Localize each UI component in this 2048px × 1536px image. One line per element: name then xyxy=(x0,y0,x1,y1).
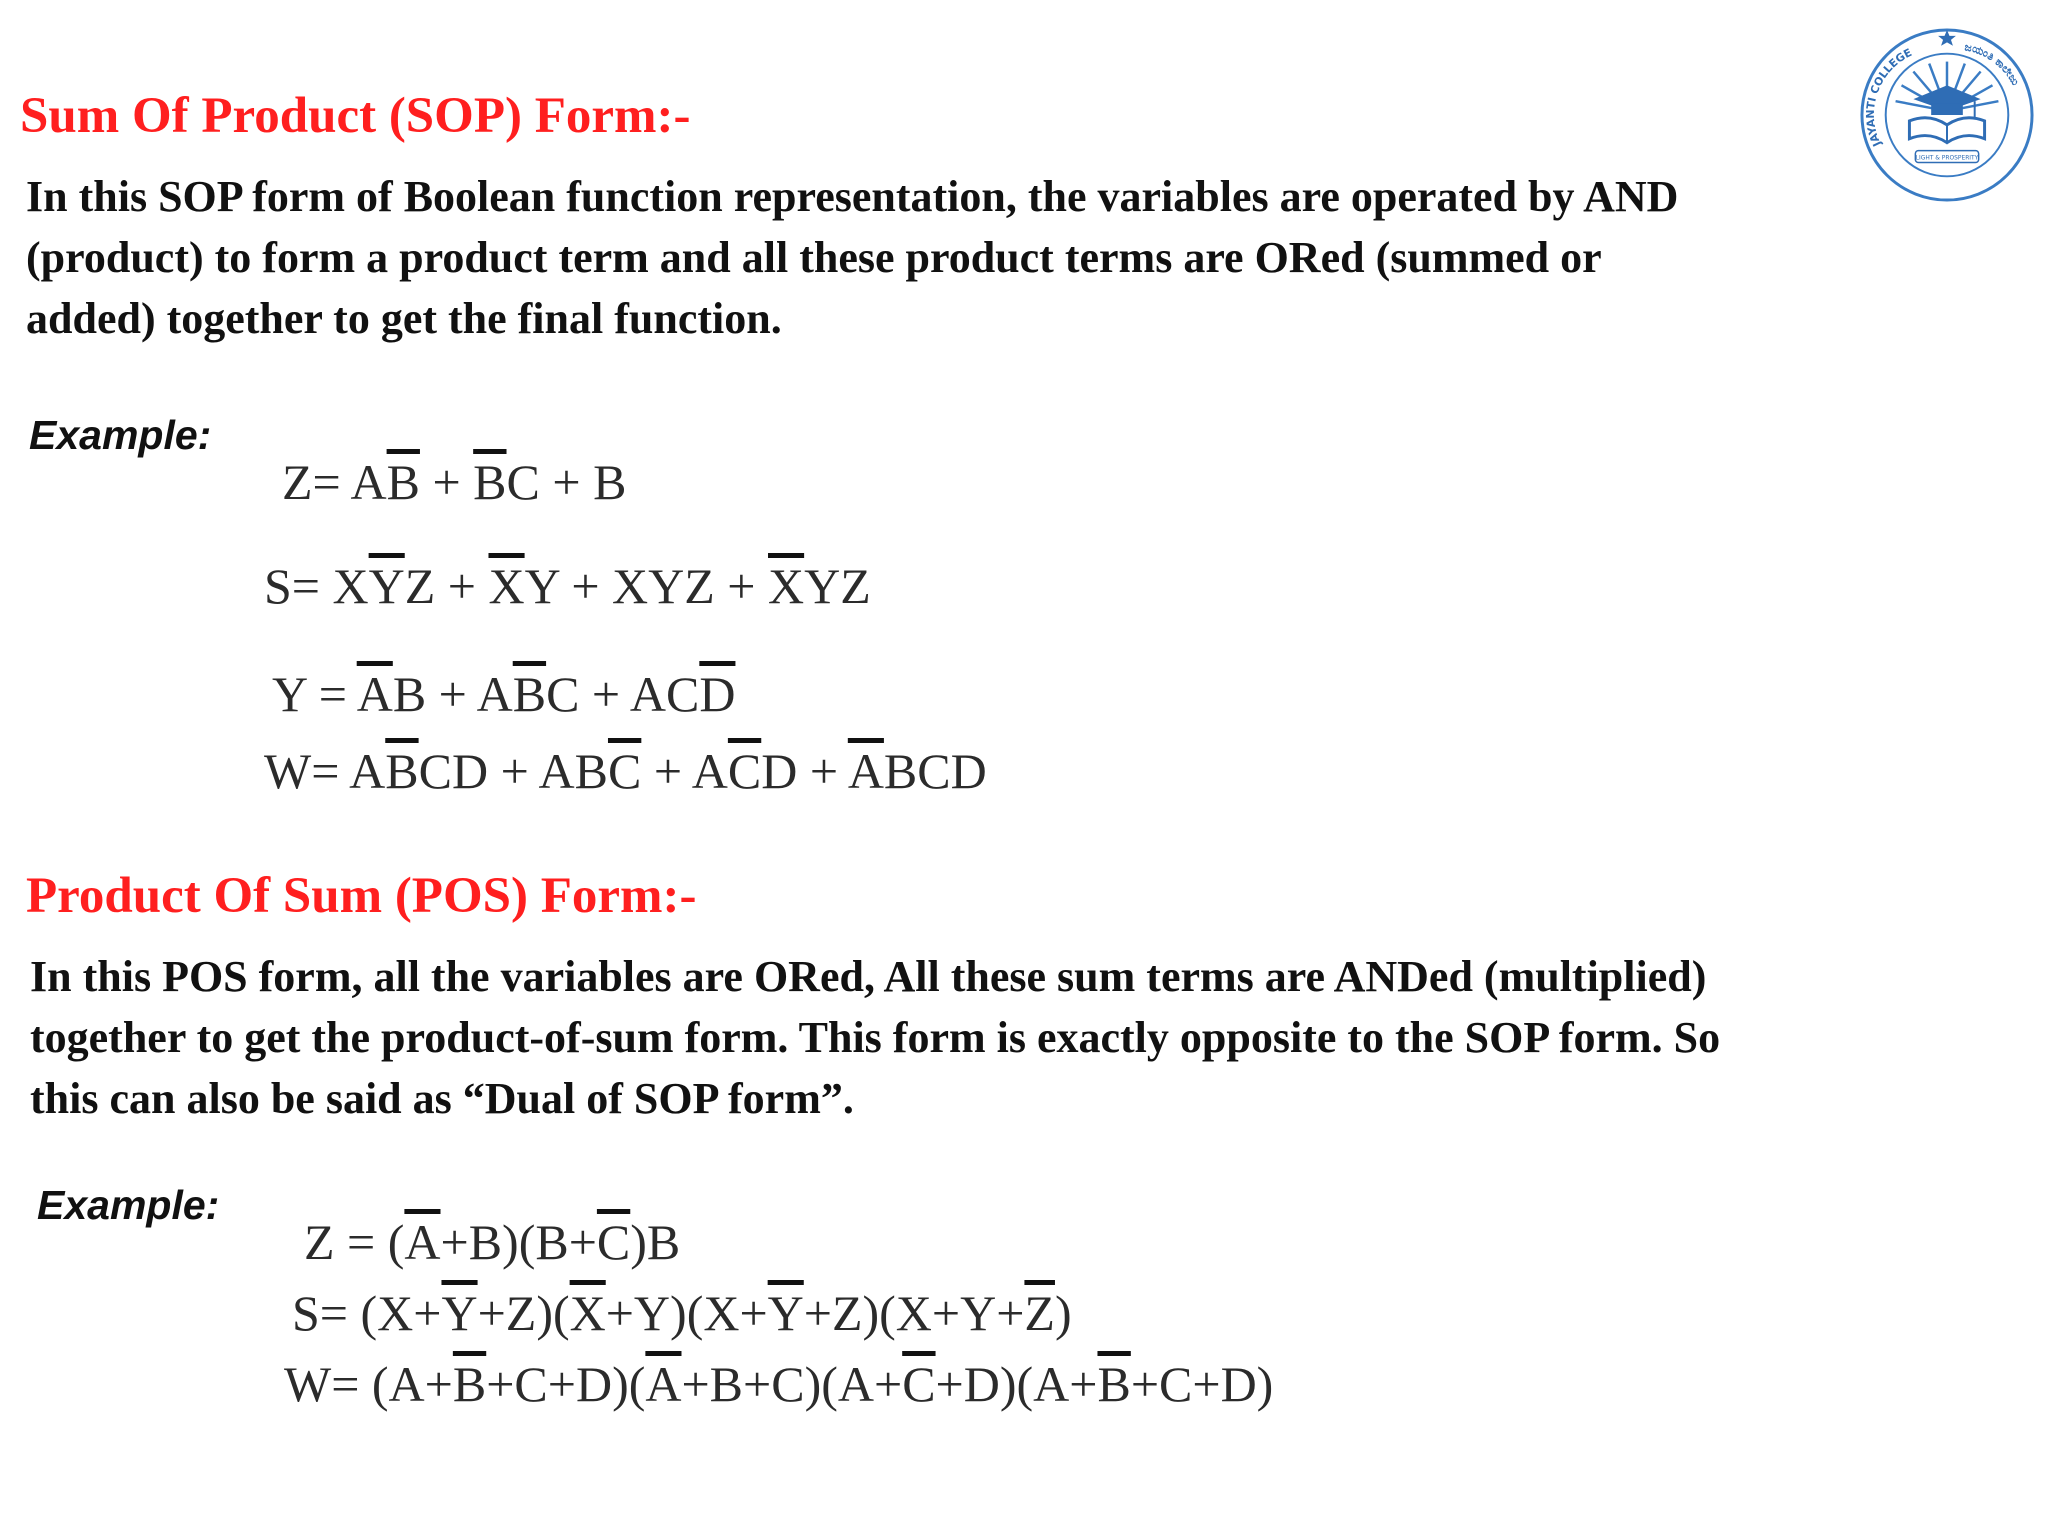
sop-equation-4 xyxy=(264,741,987,801)
complemented-variable: $\overline{C}$ xyxy=(727,743,762,799)
sop-equation-1 xyxy=(282,452,626,512)
equation-segment: Z = ( xyxy=(304,1214,405,1270)
complemented-variable: $\overline{D}$ xyxy=(699,666,736,722)
sop-example-label: Example: xyxy=(29,412,212,458)
pos-paragraph-line-1: In this POS form, all the variables are ORed, All these sum terms are ANDed (multiplied) xyxy=(30,952,1707,1001)
equation-segment: D + xyxy=(761,743,848,799)
equation-segment: YZ xyxy=(804,558,871,614)
complemented-variable: $\overline{Y}$ xyxy=(767,1285,804,1341)
complemented-variable: $\overline{B}$ xyxy=(512,666,547,722)
equation-segment: Z= A xyxy=(282,454,387,510)
complemented-variable: $\overline{Z}$ xyxy=(1024,1285,1055,1341)
complemented-variable: $\overline{C}$ xyxy=(902,1356,936,1412)
complemented-variable: $\overline{Y}$ xyxy=(441,1285,478,1341)
complemented-variable: $\overline{B}$ xyxy=(385,743,419,799)
sop-equation-3 xyxy=(272,664,735,724)
complemented-variable: $\overline{B}$ xyxy=(452,1356,487,1412)
equation-segment: )B xyxy=(630,1214,681,1270)
equation-segment: W= (A+ xyxy=(284,1356,453,1412)
logo-ring-text-right: ಜಯಂತಿ ಕಾಲೇಜು xyxy=(1963,40,2023,88)
complemented-variable: $\overline{B}$ xyxy=(1097,1356,1131,1412)
sop-paragraph-line-3: added) together to get the final function. xyxy=(26,294,782,343)
equation-segment: + A xyxy=(641,743,728,799)
equation-segment: +D)(A+ xyxy=(935,1356,1098,1412)
sop-equation-2 xyxy=(264,556,871,616)
college-logo xyxy=(1858,26,2036,204)
complemented-variable: $\overline{Y}$ xyxy=(368,558,405,614)
equation-segment: S= (X+ xyxy=(292,1285,442,1341)
equation-segment: +C+D)( xyxy=(486,1356,646,1412)
equation-segment: C + AC xyxy=(546,666,700,722)
equation-segment: + xyxy=(419,454,474,510)
equation-segment: +C+D) xyxy=(1130,1356,1274,1412)
complemented-variable: $\overline{A}$ xyxy=(356,666,393,722)
equation-segment: +B+C)(A+ xyxy=(681,1356,903,1412)
complemented-variable: $\overline{B}$ xyxy=(473,454,507,510)
sop-heading: Sum Of Product (SOP) Form:- xyxy=(20,88,691,144)
complemented-variable: $\overline{A}$ xyxy=(645,1356,682,1412)
pos-paragraph-line-2: together to get the product-of-sum form. This form is exactly opposite to the SOP form. So xyxy=(30,1013,1721,1062)
pos-example-label: Example: xyxy=(37,1182,220,1228)
equation-segment: C + B xyxy=(506,454,627,510)
complemented-variable: $\overline{X}$ xyxy=(569,1285,606,1341)
equation-segment: Y + XYZ + xyxy=(524,558,769,614)
complemented-variable: $\overline{X}$ xyxy=(488,558,525,614)
complemented-variable: $\overline{X}$ xyxy=(768,558,805,614)
pos-paragraph xyxy=(30,946,1720,1129)
complemented-variable: $\overline{A}$ xyxy=(404,1214,441,1270)
equation-segment: +Z)( xyxy=(477,1285,570,1341)
equation-segment: ) xyxy=(1054,1285,1072,1341)
sop-paragraph-line-1: In this SOP form of Boolean function representation, the variables are operated by AND xyxy=(26,172,1679,221)
pos-paragraph-line-3: this can also be said as “Dual of SOP form”. xyxy=(30,1074,854,1123)
equation-segment: W= A xyxy=(264,743,386,799)
sop-paragraph xyxy=(26,166,1678,349)
equation-segment: Y = xyxy=(272,666,357,722)
equation-segment: +Y)(X+ xyxy=(605,1285,768,1341)
equation-segment: CD + AB xyxy=(418,743,608,799)
equation-segment: B + A xyxy=(392,666,513,722)
pos-equation-2 xyxy=(292,1283,1072,1343)
equation-segment: BCD xyxy=(883,743,987,799)
complemented-variable: $\overline{C}$ xyxy=(607,743,642,799)
pos-heading: Product Of Sum (POS) Form:- xyxy=(26,868,697,924)
equation-segment: Z + xyxy=(404,558,489,614)
complemented-variable: $\overline{B}$ xyxy=(386,454,420,510)
pos-equation-1 xyxy=(304,1212,680,1272)
complemented-variable: $\overline{A}$ xyxy=(847,743,884,799)
sop-paragraph-line-2: (product) to form a product term and all these product terms are ORed (summed or xyxy=(26,233,1602,282)
logo-ring-text-left: JAYANTI COLLEGE xyxy=(1863,45,1914,149)
logo-banner-text: LIGHT & PROSPERITY xyxy=(1915,154,1979,162)
equation-segment: +B)(B+ xyxy=(440,1214,597,1270)
pos-equation-3 xyxy=(284,1354,1273,1414)
equation-segment: +Z)(X+Y+ xyxy=(803,1285,1025,1341)
complemented-variable: $\overline{C}$ xyxy=(596,1214,631,1270)
equation-segment: S= X xyxy=(264,558,369,614)
